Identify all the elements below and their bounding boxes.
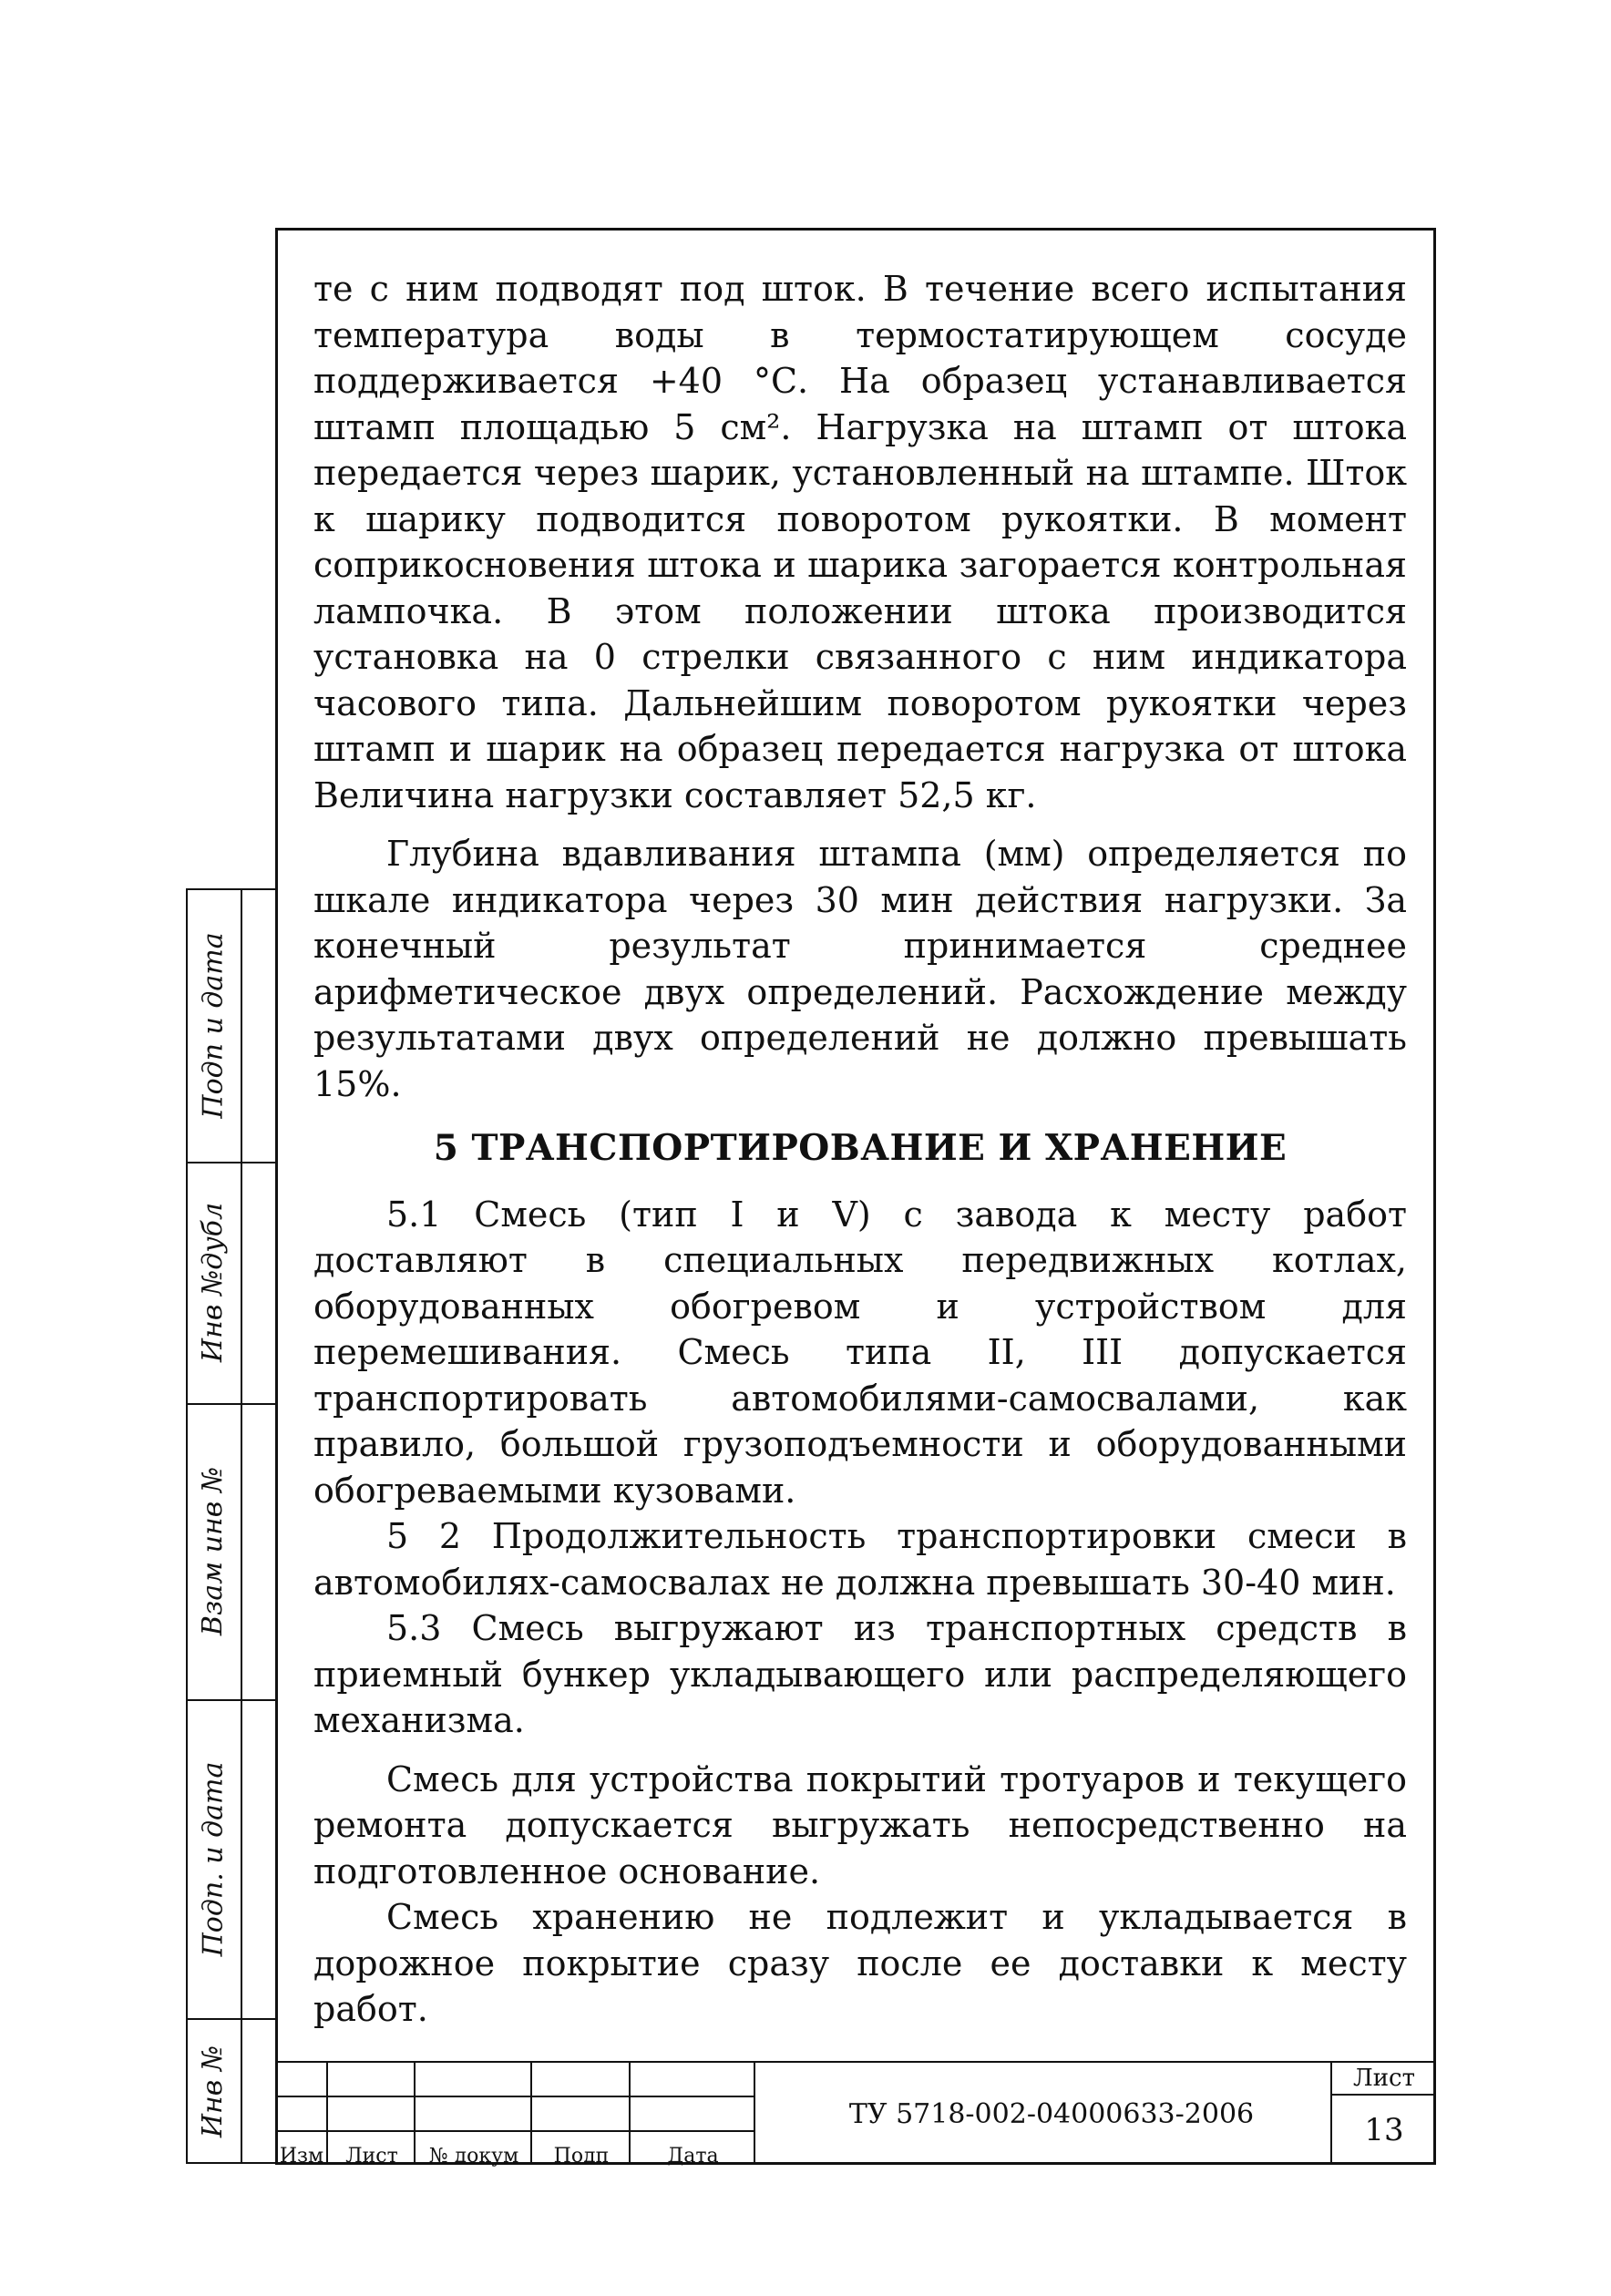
side-label-replacement-inventory: Взам инв № [197,1466,230,1636]
side-stamp [186,888,277,2164]
sheet-number: 13 [1364,2112,1404,2148]
caption-date: Дата [667,2145,719,2168]
title-block [275,2061,1436,2168]
paragraph-indentation-depth: Глубина вдавливания штампа (мм) определяется по шкале индикатора через 30 мин действия нагрузки. За конечный результат принимается среднее арифметическое двух определений. Расхождение между результатами двух определений не должно превышать 15%. [313,834,1407,1104]
side-label-signature-date: Подп и дата [197,931,230,1119]
paragraph-5-2: 5 2 Продолжительность транспортировки смеси в автомобилях-самосвалах не должна превышать 30-40 мин. [313,1516,1407,1603]
side-label-duplicate-inventory: Инв №дубл [197,1202,230,1363]
paragraph-unloading: Смесь для устройства покрытий тротуаров и текущего ремонта допускается выгружать непосредственно на подготовленное основание. [313,1758,1407,1891]
caption-izm: Изм [279,2145,324,2168]
caption-signature: Подп [553,2145,610,2168]
document-code: ТУ 5718-002-04000633-2006 [755,2061,1348,2165]
section-heading: 5 ТРАНСПОРТИРОВАНИЕ И ХРАНЕНИЕ [433,1127,1288,1169]
document-body [313,266,1407,2033]
caption-list: Лист [345,2145,398,2168]
paragraph-test-procedure: те с ним подводят под шток. В течение всего испытания температура воды в термостатирующем сосуде поддерживается +40 °С. На образец устанавливается штамп площадью 5 см². Нагрузка на штамп от штока передается через шарик, установленный на штампе. Шток к шарику подводится поворотом рукоятки. В момент соприкосновения штока и шарика загорается контрольная лампочка. В этом положении штока производится установка на 0 стрелки связанного с ним индикатора часового типа. Дальнейшим поворотом рукоятки через штамп и шарик на образец передается нагрузка от штока Величина нагрузки составляет 52,5 кг. [313,269,1407,815]
side-label-original-inventory: Инв № [197,2045,230,2137]
paragraph-storage: Смесь хранению не подлежит и укладывается в дорожное покрытие сразу после ее доставки к месту работ. [313,1897,1407,2029]
sheet-box [1330,2061,1436,2165]
caption-doc-number: № докум [428,2145,519,2168]
side-label-signature-date-2: Подп. и дата [197,1761,230,1956]
sheet-label: Лист [1332,2063,1436,2096]
side-stamp-divider [241,888,242,2164]
paragraph-5-1: 5.1 Смесь (тип I и V) с завода к месту работ доставляют в специальных передвижных котлах, оборудованных обогревом и устройством для перемешивания. Смесь типа II, III допускается транспортировать автомобилями-самосвалами, как правило, большой грузоподъемности и оборудованными обогреваемыми кузовами. [313,1194,1407,1511]
paragraph-5-3: 5.3 Смесь выгружают из транспортных средств в приемный бункер укладывающего или распределяющего механизма. [313,1608,1407,1740]
